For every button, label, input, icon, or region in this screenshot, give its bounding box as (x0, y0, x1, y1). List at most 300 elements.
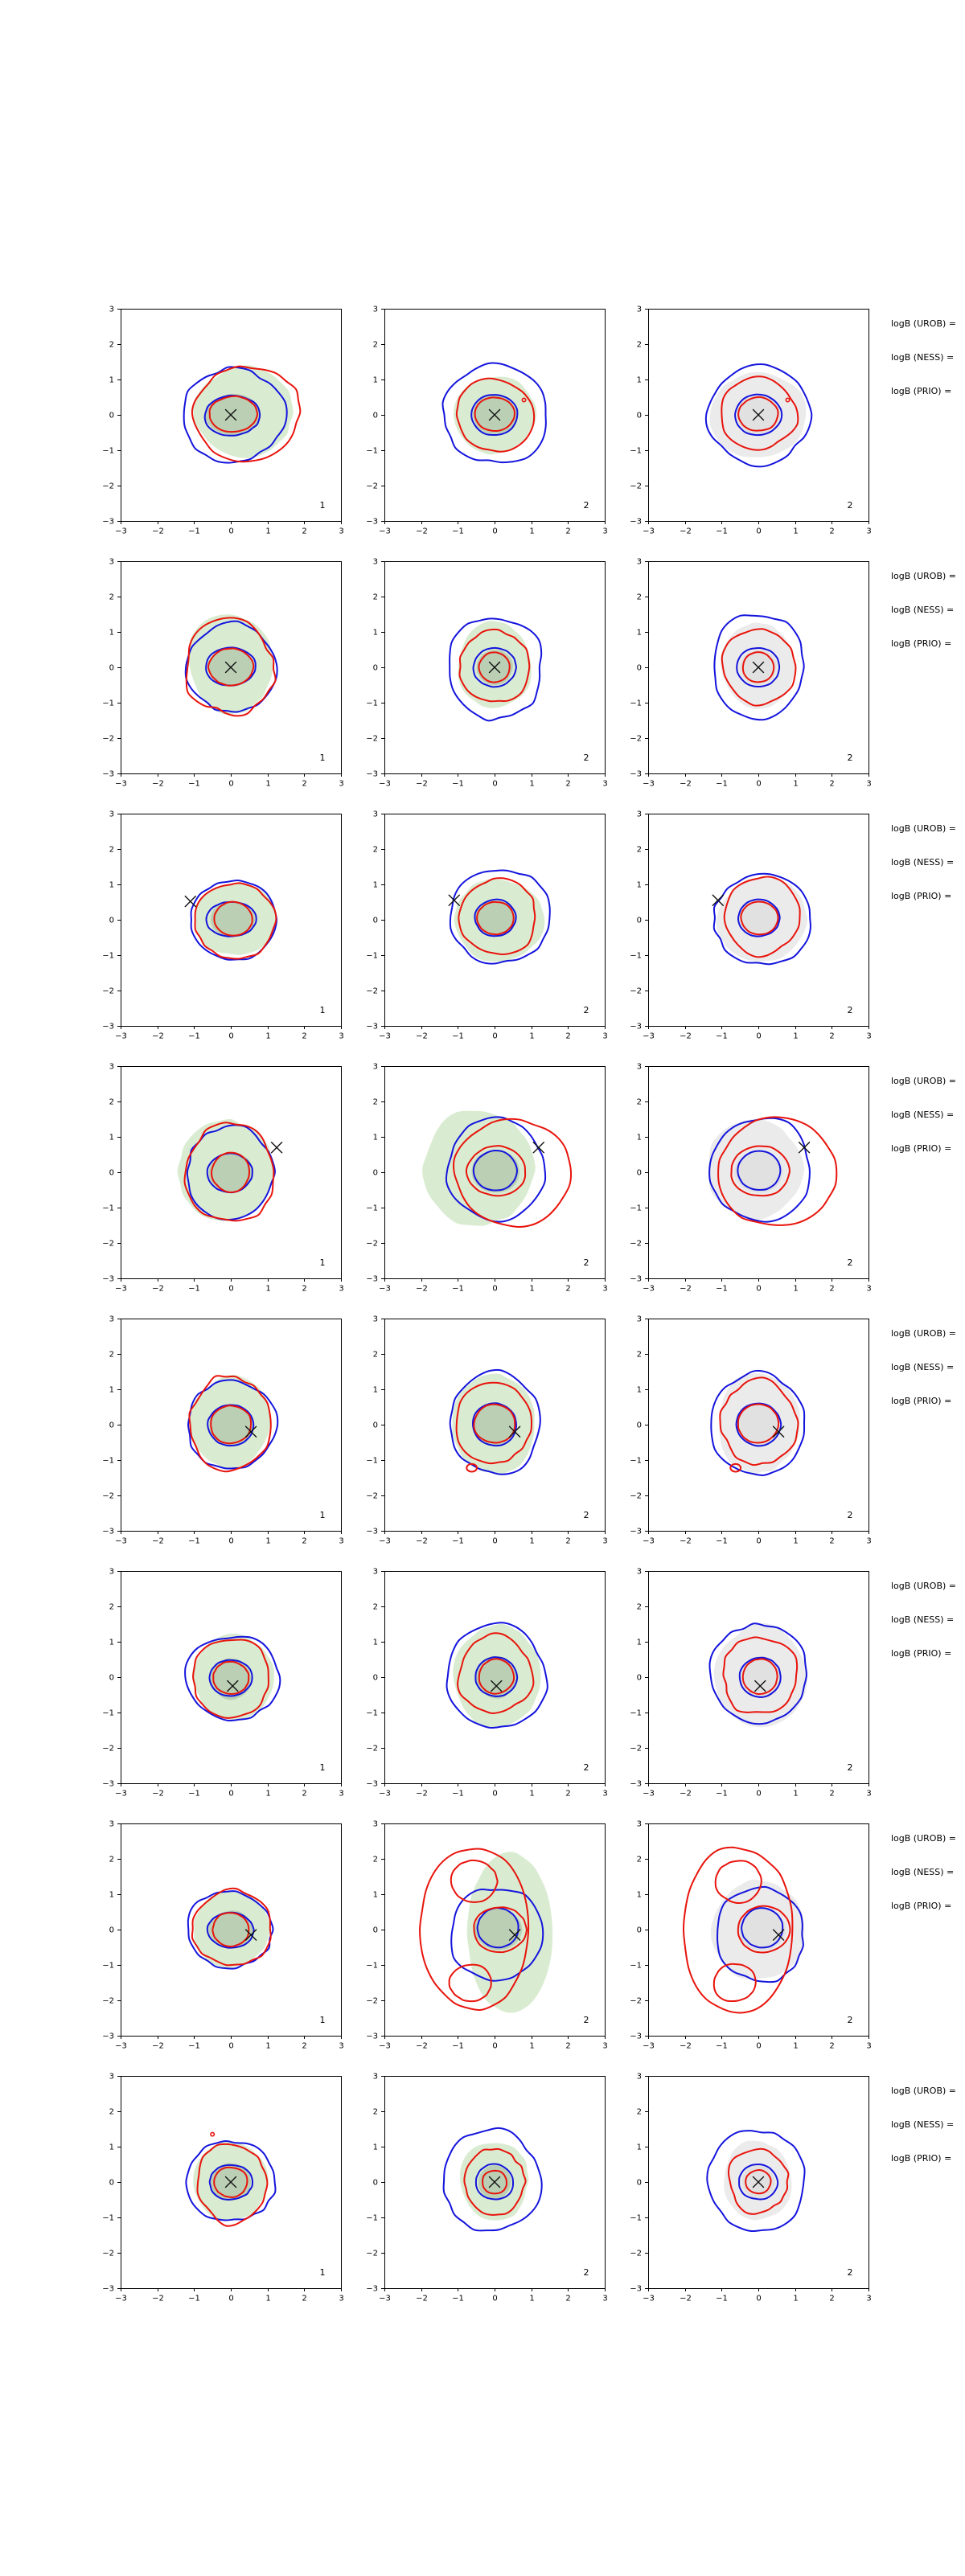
y-tick-label: −2 (102, 1491, 114, 1501)
x-tick-label: −2 (680, 2041, 692, 2051)
x-tick-label: 3 (866, 1032, 872, 1041)
subplot-r8c1 (102, 2073, 343, 2303)
y-tick-label: 2 (372, 845, 378, 855)
x-tick-label: 2 (302, 779, 307, 789)
x-tick-label: −2 (416, 527, 428, 536)
y-tick-label: 2 (636, 593, 642, 602)
y-tick-label: 3 (636, 557, 642, 567)
side-label-ness: logB (NESS) = (891, 605, 955, 615)
y-tick-label: 3 (636, 2072, 642, 2082)
y-tick-label: 3 (109, 1062, 114, 1072)
side-label-prio: logB (PRIO) = (891, 386, 952, 396)
y-tick-label: 0 (636, 1168, 642, 1178)
panel-corner-label: 2 (583, 1762, 589, 1773)
x-tick-label: −3 (643, 779, 655, 789)
subplot-r6c3 (630, 1568, 871, 1799)
side-label-urob: logB (UROB) = (891, 2086, 957, 2096)
x-tick-label: 0 (756, 779, 762, 789)
y-tick-label: −1 (102, 699, 114, 708)
subplot-r6c1 (102, 1568, 343, 1799)
x-tick-label: −1 (188, 2294, 200, 2303)
y-tick-label: −1 (102, 1961, 114, 1971)
y-tick-label: 0 (636, 916, 642, 925)
x-tick-label: 0 (756, 2041, 762, 2051)
panel-corner-label: 1 (319, 2015, 326, 2025)
y-tick-label: −1 (630, 1708, 642, 1718)
x-tick-label: −2 (416, 2294, 428, 2303)
panel-corner-label: 2 (847, 1005, 853, 1015)
x-tick-label: 2 (829, 1536, 835, 1546)
x-tick-label: −1 (188, 779, 200, 789)
y-tick-label: −1 (630, 1961, 642, 1971)
y-tick-label: −2 (630, 1491, 642, 1501)
y-tick-label: −3 (630, 2284, 642, 2294)
side-label-prio: logB (PRIO) = (891, 2153, 952, 2164)
subplot-r2c3 (630, 558, 871, 789)
y-tick-label: 0 (109, 1926, 114, 1935)
x-tick-label: 0 (492, 1284, 498, 1294)
y-tick-label: −3 (630, 2032, 642, 2041)
y-tick-label: 1 (109, 375, 114, 385)
x-tick-label: −3 (379, 779, 391, 789)
y-tick-label: 3 (636, 305, 642, 314)
y-tick-label: 0 (372, 916, 378, 925)
x-tick-label: −2 (416, 1789, 428, 1799)
y-tick-label: 0 (636, 1421, 642, 1430)
y-tick-label: −1 (630, 1204, 642, 1213)
x-tick-label: −2 (416, 779, 428, 789)
y-tick-label: 2 (636, 1350, 642, 1360)
subplot-r7c3 (630, 1820, 871, 2051)
y-tick-label: 3 (636, 1062, 642, 1072)
x-tick-label: 2 (829, 2294, 835, 2303)
y-tick-label: 3 (636, 1315, 642, 1324)
y-tick-label: −2 (102, 1744, 114, 1754)
x-tick-label: 1 (529, 527, 535, 536)
x-tick-label: 3 (866, 1789, 872, 1799)
y-tick-label: 2 (109, 1097, 114, 1107)
y-tick-label: 0 (109, 1168, 114, 1178)
x-tick-label: −1 (452, 779, 464, 789)
y-tick-label: 1 (636, 1638, 642, 1647)
x-tick-label: 1 (529, 2294, 535, 2303)
x-tick-label: 1 (265, 1032, 271, 1041)
y-tick-label: 1 (372, 375, 378, 385)
x-tick-label: 2 (829, 1032, 835, 1041)
y-tick-label: 3 (109, 557, 114, 567)
x-marker (185, 896, 195, 907)
side-label-urob: logB (UROB) = (891, 318, 957, 329)
y-tick-label: 0 (372, 1673, 378, 1683)
x-tick-label: 0 (228, 1789, 234, 1799)
x-tick-label: −1 (452, 527, 464, 536)
y-tick-label: 2 (636, 845, 642, 855)
y-tick-label: −1 (366, 1708, 378, 1718)
x-tick-label: −3 (643, 2294, 655, 2303)
x-tick-label: 2 (829, 527, 835, 536)
x-tick-label: 2 (302, 1536, 307, 1546)
x-tick-label: −2 (152, 1032, 164, 1041)
x-tick-label: 3 (602, 2041, 608, 2051)
x-tick-label: −3 (115, 1789, 127, 1799)
panel-corner-label: 1 (319, 1762, 326, 1773)
x-tick-label: −2 (680, 2294, 692, 2303)
density-fill-inner (471, 1151, 519, 1192)
y-tick-label: 2 (109, 340, 114, 350)
x-tick-label: −2 (680, 527, 692, 536)
x-tick-label: 1 (793, 1789, 799, 1799)
x-tick-label: −1 (716, 779, 728, 789)
x-tick-label: −2 (152, 1536, 164, 1546)
x-tick-label: −3 (115, 2041, 127, 2051)
subplot-r5c2 (366, 1315, 607, 1546)
y-tick-label: 3 (109, 2072, 114, 2082)
y-tick-label: −2 (366, 1239, 378, 1249)
x-tick-label: 3 (866, 1536, 872, 1546)
y-tick-label: 1 (109, 2143, 114, 2152)
panel-corner-label: 2 (847, 1762, 853, 1773)
y-tick-label: 2 (109, 845, 114, 855)
subplot-r2c2 (366, 558, 607, 789)
x-tick-label: 1 (793, 527, 799, 536)
side-label-ness: logB (NESS) = (891, 1614, 955, 1625)
y-tick-label: 0 (372, 1168, 378, 1178)
x-marker (533, 1142, 544, 1153)
x-tick-label: −2 (152, 2041, 164, 2051)
x-tick-label: 1 (529, 1536, 535, 1546)
y-tick-label: 0 (109, 411, 114, 420)
y-tick-label: −1 (102, 1456, 114, 1466)
y-tick-label: −1 (366, 699, 378, 708)
y-tick-label: −3 (630, 517, 642, 527)
x-tick-label: −2 (680, 1032, 692, 1041)
x-tick-label: 1 (265, 1536, 271, 1546)
x-tick-label: 0 (756, 1284, 762, 1294)
y-tick-label: 0 (109, 663, 114, 673)
x-tick-label: −3 (379, 527, 391, 536)
x-tick-label: −3 (115, 779, 127, 789)
x-tick-label: 0 (228, 2294, 234, 2303)
y-tick-label: −1 (366, 1456, 378, 1466)
x-tick-label: 2 (302, 1789, 307, 1799)
x-tick-label: 0 (756, 527, 762, 536)
x-tick-label: 3 (602, 527, 608, 536)
subplot-r3c2 (366, 810, 607, 1041)
y-tick-label: 1 (372, 1133, 378, 1142)
y-tick-label: −2 (102, 734, 114, 744)
y-tick-label: 0 (636, 663, 642, 673)
x-tick-label: −3 (643, 527, 655, 536)
y-tick-label: −3 (102, 1022, 114, 1032)
x-tick-label: 3 (602, 1284, 608, 1294)
y-tick-label: 0 (372, 1926, 378, 1935)
y-tick-label: 1 (636, 2143, 642, 2152)
x-tick-label: −2 (416, 1032, 428, 1041)
x-tick-label: 1 (265, 779, 271, 789)
y-tick-label: 2 (636, 340, 642, 350)
panel-corner-label: 2 (583, 2267, 589, 2278)
x-tick-label: −1 (188, 527, 200, 536)
y-tick-label: 1 (372, 1638, 378, 1647)
y-tick-label: −3 (630, 769, 642, 779)
y-tick-label: 1 (109, 880, 114, 890)
x-tick-label: −1 (716, 2294, 728, 2303)
y-tick-label: −1 (366, 1204, 378, 1213)
y-tick-label: 2 (109, 1855, 114, 1864)
y-tick-label: −2 (630, 1996, 642, 2006)
y-tick-label: 3 (109, 810, 114, 819)
x-tick-label: −1 (716, 1284, 728, 1294)
x-tick-label: −1 (452, 1032, 464, 1041)
y-tick-label: 3 (372, 1062, 378, 1072)
subplot-r4c1 (102, 1063, 343, 1294)
y-tick-label: −2 (630, 1239, 642, 1249)
side-label-ness: logB (NESS) = (891, 1362, 955, 1372)
subplot-r3c1 (102, 810, 343, 1041)
x-tick-label: 3 (339, 1284, 344, 1294)
subplot-r6c2 (366, 1568, 607, 1799)
side-label-ness: logB (NESS) = (891, 2119, 955, 2130)
x-tick-label: 2 (565, 2041, 571, 2051)
y-tick-label: 0 (372, 663, 378, 673)
y-tick-label: 0 (636, 411, 642, 420)
x-tick-label: 3 (602, 1536, 608, 1546)
x-tick-label: 3 (602, 2294, 608, 2303)
side-label-ness: logB (NESS) = (891, 857, 955, 868)
x-tick-label: 1 (265, 2041, 271, 2051)
x-tick-label: 2 (302, 527, 307, 536)
x-tick-label: 2 (829, 2041, 835, 2051)
y-tick-label: 1 (636, 628, 642, 638)
x-tick-label: −1 (716, 2041, 728, 2051)
y-tick-label: −3 (366, 769, 378, 779)
x-tick-label: 2 (565, 1536, 571, 1546)
x-tick-label: −1 (716, 1536, 728, 1546)
x-tick-label: 0 (756, 1032, 762, 1041)
x-tick-label: 1 (793, 2041, 799, 2051)
x-tick-label: 2 (565, 779, 571, 789)
y-tick-label: 2 (372, 1602, 378, 1612)
panel-corner-label: 2 (583, 500, 589, 511)
y-tick-label: −2 (366, 1996, 378, 2006)
x-tick-label: −2 (152, 2294, 164, 2303)
x-tick-label: −3 (643, 1789, 655, 1799)
subplot-r8c2 (366, 2073, 607, 2303)
y-tick-label: 0 (372, 411, 378, 420)
panel-corner-label: 2 (847, 500, 853, 511)
x-tick-label: 0 (492, 1032, 498, 1041)
x-tick-label: 1 (793, 1032, 799, 1041)
y-tick-label: −1 (630, 446, 642, 456)
y-tick-label: 2 (372, 1855, 378, 1864)
y-tick-label: 0 (372, 2178, 378, 2188)
y-tick-label: −3 (630, 1022, 642, 1032)
y-tick-label: 1 (109, 628, 114, 638)
side-label-urob: logB (UROB) = (891, 1833, 957, 1844)
y-tick-label: −2 (630, 987, 642, 996)
x-tick-label: 2 (565, 527, 571, 536)
x-tick-label: 3 (866, 1284, 872, 1294)
x-tick-label: 3 (602, 1032, 608, 1041)
y-tick-label: −3 (102, 2032, 114, 2041)
x-tick-label: 0 (228, 527, 234, 536)
side-label-prio: logB (PRIO) = (891, 638, 952, 649)
y-tick-label: 2 (372, 340, 378, 350)
y-tick-label: −3 (630, 1779, 642, 1789)
y-tick-label: 1 (636, 375, 642, 385)
y-tick-label: 2 (109, 2107, 114, 2117)
panel-corner-label: 2 (583, 753, 589, 763)
x-tick-label: −1 (188, 1536, 200, 1546)
y-tick-label: 3 (372, 305, 378, 314)
panel-corner-label: 1 (319, 1510, 326, 1520)
y-tick-label: 3 (636, 1819, 642, 1829)
side-label-urob: logB (UROB) = (891, 1076, 957, 1086)
panel-corner-label: 2 (583, 1510, 589, 1520)
x-tick-label: −1 (188, 1284, 200, 1294)
y-tick-label: 1 (636, 880, 642, 890)
y-tick-label: 0 (636, 2178, 642, 2188)
x-tick-label: −3 (115, 1536, 127, 1546)
y-tick-label: −3 (102, 2284, 114, 2294)
x-tick-label: 1 (529, 1032, 535, 1041)
x-tick-label: 1 (793, 779, 799, 789)
x-tick-label: 3 (866, 527, 872, 536)
x-tick-label: −1 (716, 1789, 728, 1799)
y-tick-label: 0 (109, 2178, 114, 2188)
y-tick-label: 3 (372, 557, 378, 567)
y-tick-label: 1 (109, 1890, 114, 1900)
y-tick-label: 3 (636, 1567, 642, 1577)
x-tick-label: −2 (680, 1536, 692, 1546)
y-tick-label: −1 (630, 1456, 642, 1466)
x-tick-label: 1 (793, 1536, 799, 1546)
subplot-r1c2 (366, 306, 607, 536)
x-tick-label: 1 (265, 1789, 271, 1799)
y-tick-label: −2 (630, 734, 642, 744)
subplot-r1c3 (630, 306, 871, 536)
x-marker (272, 1142, 282, 1153)
y-tick-label: 2 (636, 1602, 642, 1612)
y-tick-label: −2 (630, 1744, 642, 1754)
y-tick-label: 1 (109, 1638, 114, 1647)
x-tick-label: 0 (756, 2294, 762, 2303)
x-tick-label: −1 (452, 1284, 464, 1294)
y-tick-label: 1 (636, 1385, 642, 1395)
x-tick-label: 3 (339, 2294, 344, 2303)
y-tick-label: −3 (366, 2032, 378, 2041)
x-tick-label: −3 (379, 1536, 391, 1546)
x-tick-label: 0 (228, 1284, 234, 1294)
y-tick-label: 1 (636, 1890, 642, 1900)
x-tick-label: −3 (379, 1032, 391, 1041)
y-tick-label: 1 (372, 1385, 378, 1395)
y-tick-label: 2 (372, 2107, 378, 2117)
subplot-r4c3 (630, 1063, 871, 1294)
side-label-prio: logB (PRIO) = (891, 1648, 952, 1659)
x-tick-label: −3 (115, 1284, 127, 1294)
y-tick-label: 0 (109, 1421, 114, 1430)
y-tick-label: 1 (109, 1385, 114, 1395)
x-tick-label: 2 (565, 1032, 571, 1041)
x-tick-label: 1 (529, 2041, 535, 2051)
x-tick-label: 2 (302, 2294, 307, 2303)
x-tick-label: −1 (716, 527, 728, 536)
x-tick-label: 3 (866, 2041, 872, 2051)
x-tick-label: 1 (793, 2294, 799, 2303)
y-tick-label: −1 (102, 951, 114, 961)
x-tick-label: 0 (228, 2041, 234, 2051)
x-tick-label: 0 (492, 1536, 498, 1546)
x-tick-label: −3 (379, 2294, 391, 2303)
y-tick-label: 3 (372, 1315, 378, 1324)
x-tick-label: −1 (188, 1789, 200, 1799)
y-tick-label: −2 (630, 482, 642, 491)
x-tick-label: −2 (416, 1536, 428, 1546)
y-tick-label: 0 (636, 1673, 642, 1683)
x-tick-label: 1 (265, 527, 271, 536)
x-tick-label: 3 (339, 1789, 344, 1799)
side-label-ness: logB (NESS) = (891, 1110, 955, 1120)
x-tick-label: 2 (302, 1032, 307, 1041)
x-tick-label: −2 (152, 1789, 164, 1799)
x-tick-label: 3 (339, 779, 344, 789)
x-tick-label: 0 (228, 1032, 234, 1041)
y-tick-label: 2 (636, 1097, 642, 1107)
x-tick-label: 3 (866, 2294, 872, 2303)
panel-corner-label: 2 (847, 753, 853, 763)
y-tick-label: 3 (372, 810, 378, 819)
x-tick-label: 2 (302, 1284, 307, 1294)
x-tick-label: 2 (829, 1789, 835, 1799)
x-tick-label: 2 (302, 2041, 307, 2051)
y-tick-label: −2 (102, 1239, 114, 1249)
y-tick-label: −1 (630, 951, 642, 961)
y-tick-label: 3 (372, 2072, 378, 2082)
y-tick-label: −1 (366, 951, 378, 961)
side-label-urob: logB (UROB) = (891, 1328, 957, 1339)
x-tick-label: 1 (529, 779, 535, 789)
y-tick-label: −2 (630, 2249, 642, 2258)
y-tick-label: −3 (102, 1274, 114, 1284)
x-tick-label: 2 (565, 1284, 571, 1294)
x-tick-label: −1 (452, 2041, 464, 2051)
x-tick-label: 0 (492, 2294, 498, 2303)
x-tick-label: 0 (492, 2041, 498, 2051)
y-tick-label: 3 (372, 1567, 378, 1577)
y-tick-label: −2 (366, 2249, 378, 2258)
x-tick-label: 1 (529, 1789, 535, 1799)
side-label-prio: logB (PRIO) = (891, 1396, 952, 1406)
y-tick-label: 3 (109, 1819, 114, 1829)
x-tick-label: −3 (115, 1032, 127, 1041)
x-tick-label: −3 (643, 1284, 655, 1294)
subplot-r2c1 (102, 558, 343, 789)
x-tick-label: −3 (379, 1789, 391, 1799)
x-tick-label: 3 (339, 527, 344, 536)
y-tick-label: 3 (109, 1567, 114, 1577)
x-tick-label: 3 (602, 1789, 608, 1799)
y-tick-label: −1 (366, 446, 378, 456)
x-tick-label: 0 (228, 779, 234, 789)
y-tick-label: 0 (109, 916, 114, 925)
x-tick-label: 3 (339, 1536, 344, 1546)
x-tick-label: −1 (452, 1536, 464, 1546)
y-tick-label: −3 (102, 517, 114, 527)
y-tick-label: 0 (372, 1421, 378, 1430)
x-tick-label: −3 (643, 2041, 655, 2051)
y-tick-label: 3 (109, 305, 114, 314)
